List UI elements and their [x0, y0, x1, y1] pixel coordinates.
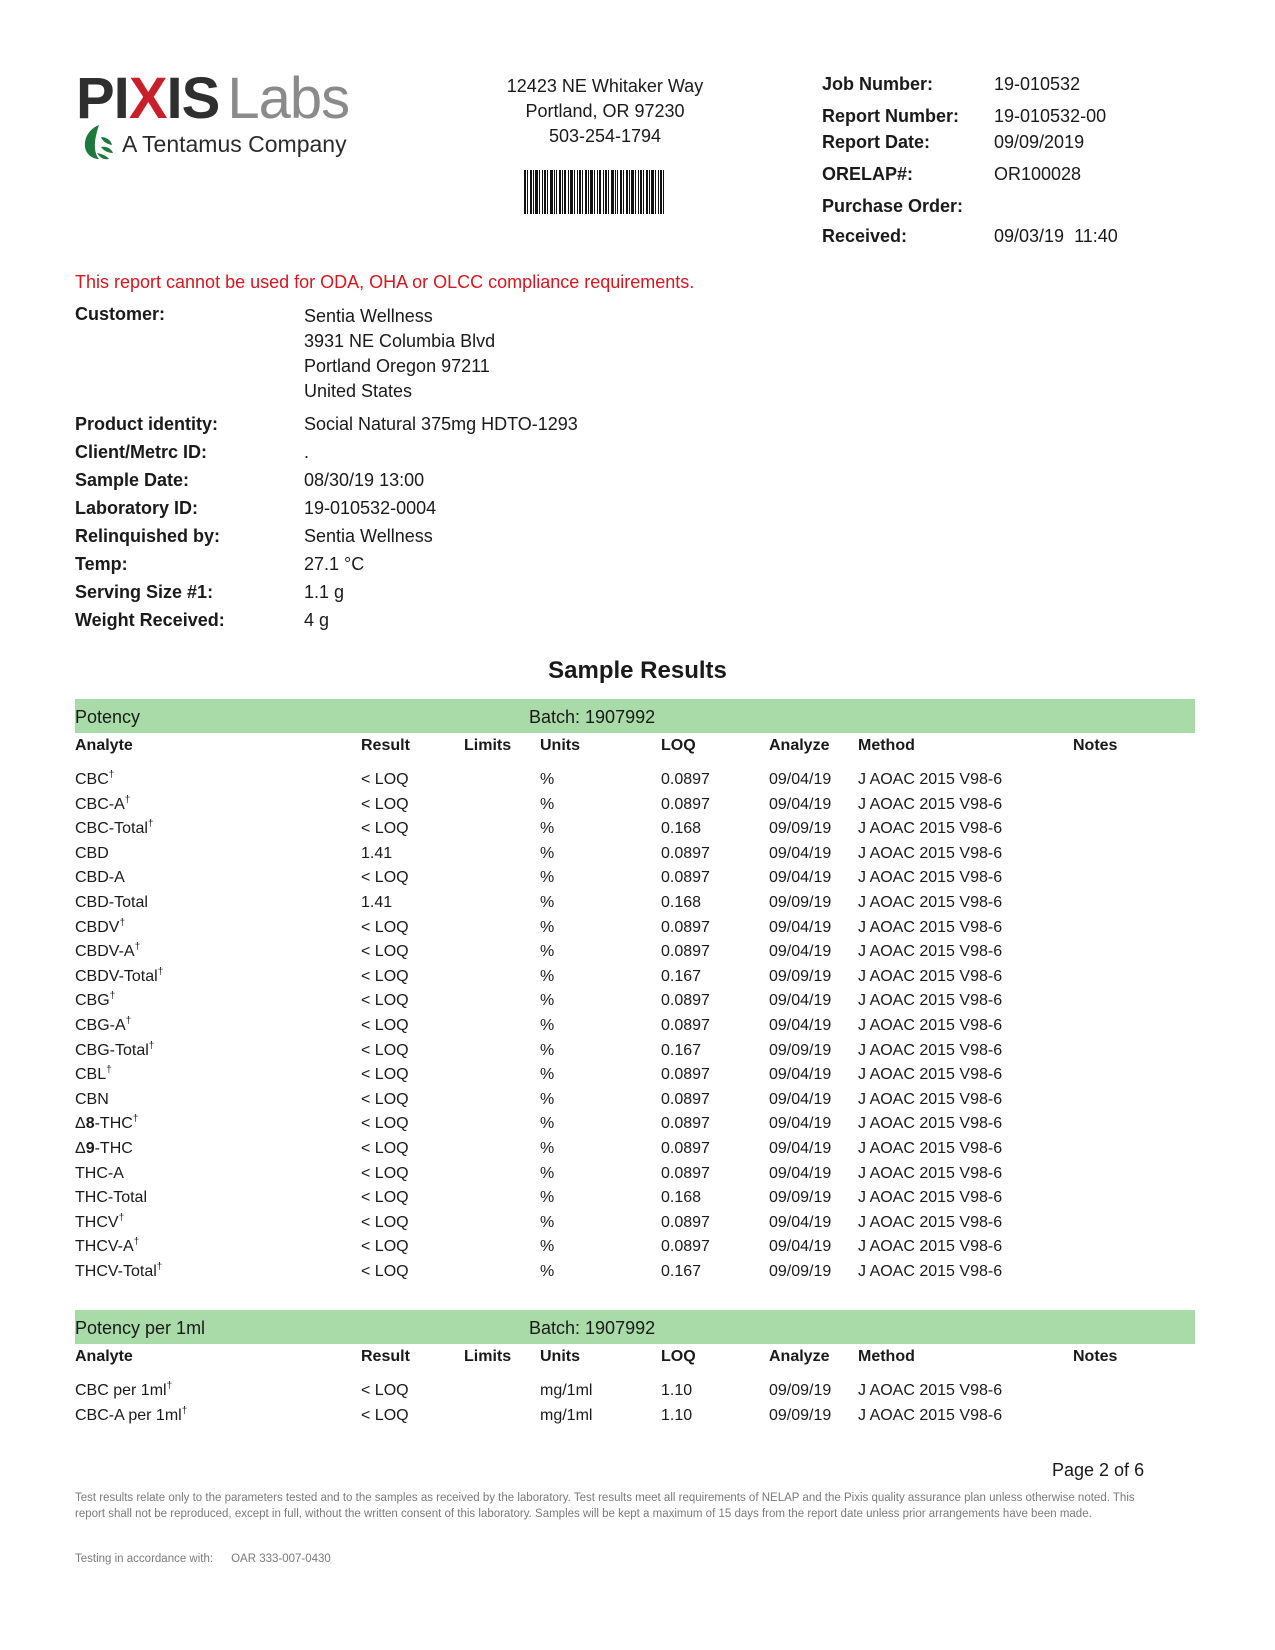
accordance-code: OAR 333-007-0430: [231, 1553, 331, 1565]
serving-size-label: Serving Size #1:: [75, 582, 214, 602]
cell-units: %: [540, 1041, 555, 1059]
table-batch: Batch: 1907992: [529, 1318, 656, 1338]
disclaimer: Test results relate only to the parameters tested and to the samples as received by the laboratory. Test results meet all requirements of NELAP and the Pixis quality assurance plan unless otherwise noted. This report shall not be reproduced, except in full, without the written consent of this laboratory. Samples will be kept a maximum of 15 days from the report date unless prior arrangements have been made.: [75, 1492, 1135, 1520]
tentamus-leaf-icon: [82, 123, 116, 166]
col-header-units: Units: [540, 1348, 580, 1365]
cell-loq: 0.0897: [661, 771, 710, 788]
lab-address: [470, 74, 740, 149]
cell-analyte: Δ8-THC†: [75, 1114, 139, 1133]
section-title: Sample Results: [548, 657, 727, 684]
table-row: [0, 771, 1275, 796]
logo-wordmark: PIXIS Labs: [76, 66, 350, 131]
cell-method: J AOAC 2015 V98-6: [858, 1140, 1003, 1157]
cell-result: < LOQ: [361, 1140, 409, 1157]
cell-analyze: 09/04/19: [769, 1090, 832, 1108]
col-header-analyze: Analyze: [769, 737, 830, 754]
customer-street: 3931 NE Columbia Blvd: [304, 331, 496, 351]
report-number-label: Report Number:: [822, 106, 960, 126]
cell-units: %: [540, 943, 555, 961]
received-value: 09/03/19 11:40: [994, 226, 1118, 246]
col-header-analyte: Analyte: [75, 737, 133, 754]
cell-method: J AOAC 2015 V98-6: [858, 918, 1003, 936]
client-metrc-id-label: Client/Metrc ID:: [75, 442, 208, 462]
cell-analyze: 09/04/19: [769, 795, 832, 813]
cell-units: %: [540, 1238, 555, 1256]
testing-accordance: [75, 1553, 331, 1565]
cell-method: J AOAC 2015 V98-6: [858, 1066, 1003, 1084]
customer-block: [75, 304, 775, 404]
cell-loq: 1.10: [661, 1382, 693, 1399]
cell-analyze: 09/04/19: [769, 771, 832, 788]
serving-size-value: 1.1 g: [304, 582, 345, 602]
cell-method: J AOAC 2015 V98-6: [858, 844, 1003, 862]
cell-units: %: [540, 992, 555, 1010]
cell-analyze: 09/09/19: [769, 1041, 832, 1059]
cell-analyte: THCV†: [75, 1212, 125, 1231]
cell-loq: 0.167: [661, 967, 702, 985]
cell-analyte: CBD: [75, 844, 109, 862]
relinquished-by-label: Relinquished by:: [75, 526, 221, 546]
cell-analyte: CBD-A: [75, 869, 125, 887]
table-row: [0, 943, 1275, 968]
relinquished-by-value: Sentia Wellness: [304, 526, 433, 546]
cell-method: J AOAC 2015 V98-6: [858, 771, 1003, 788]
cell-method: J AOAC 2015 V98-6: [858, 1164, 1003, 1182]
cell-loq: 0.0897: [661, 1017, 710, 1034]
col-header-method: Method: [858, 737, 915, 754]
table-row: [0, 1214, 1275, 1239]
table-row: [0, 1407, 1275, 1432]
cell-method: J AOAC 2015 V98-6: [858, 869, 1003, 887]
customer-city: Portland Oregon 97211: [304, 356, 490, 376]
lab-address-line2: Portland, OR 97230: [525, 101, 685, 121]
cell-analyte: CBG-A†: [75, 1015, 132, 1034]
col-header-notes: Notes: [1073, 737, 1118, 754]
cell-method: J AOAC 2015 V98-6: [858, 1115, 1003, 1133]
table-row: [0, 992, 1275, 1017]
table-row: [0, 869, 1275, 894]
cell-result: < LOQ: [361, 1213, 409, 1231]
cell-method: J AOAC 2015 V98-6: [858, 894, 1003, 911]
dagger-footnote-mark: †: [156, 1261, 163, 1273]
dagger-footnote-mark: †: [132, 1114, 139, 1126]
dagger-footnote-mark: †: [108, 769, 115, 781]
col-header-notes: Notes: [1073, 1348, 1118, 1365]
cell-analyte: Δ9-THC: [75, 1140, 133, 1157]
table-batch: Batch: 1907992: [529, 707, 656, 727]
dagger-footnote-mark: †: [124, 794, 131, 806]
table-name: Potency per 1ml: [75, 1318, 206, 1338]
cell-analyte: THCV-A†: [75, 1237, 140, 1256]
cell-units: %: [540, 795, 555, 813]
cell-units: %: [540, 1263, 555, 1280]
table-row: [0, 820, 1275, 845]
cell-units: %: [540, 1017, 555, 1034]
customer-name: Sentia Wellness: [304, 306, 433, 326]
cell-analyze: 09/09/19: [769, 1406, 832, 1424]
col-header-limits: Limits: [464, 1348, 512, 1365]
logo-tagline: A Tentamus Company: [122, 131, 347, 157]
cell-loq: 0.0897: [661, 1140, 710, 1157]
cell-analyte: CBDV-Total†: [75, 966, 164, 985]
cell-analyze: 09/04/19: [769, 918, 832, 936]
col-header-units: Units: [540, 737, 580, 754]
dagger-footnote-mark: †: [125, 1015, 132, 1027]
table-row: [0, 1263, 1275, 1288]
cell-result: < LOQ: [361, 992, 409, 1010]
cell-result: < LOQ: [361, 795, 409, 813]
cell-units: %: [540, 1164, 555, 1182]
dagger-footnote-mark: †: [119, 917, 126, 929]
cell-units: %: [540, 1090, 555, 1108]
cell-method: J AOAC 2015 V98-6: [858, 1189, 1003, 1207]
cell-loq: 0.0897: [661, 844, 710, 862]
cell-analyze: 09/04/19: [769, 943, 832, 961]
cell-analyze: 09/09/19: [769, 1263, 832, 1280]
col-header-limits: Limits: [464, 737, 512, 754]
cell-loq: 0.0897: [661, 918, 710, 936]
cell-units: %: [540, 1189, 555, 1207]
cell-analyze: 09/09/19: [769, 1382, 832, 1399]
cell-result: < LOQ: [361, 1066, 409, 1084]
cell-analyte: CBG-Total†: [75, 1040, 155, 1059]
dagger-footnote-mark: †: [157, 966, 164, 978]
cell-result: < LOQ: [361, 1115, 409, 1133]
cell-result: < LOQ: [361, 918, 409, 936]
cell-loq: 0.0897: [661, 1164, 710, 1182]
dagger-footnote-mark: †: [106, 1064, 112, 1076]
cell-analyte: THC-A: [75, 1164, 124, 1182]
page-number: Page 2 of 6: [1052, 1460, 1145, 1480]
cell-method: J AOAC 2015 V98-6: [858, 1090, 1003, 1108]
cell-analyte: CBC per 1ml†: [75, 1380, 173, 1399]
col-header-result: Result: [361, 737, 410, 754]
cell-analyte: THC-Total: [75, 1189, 148, 1207]
col-header-analyze: Analyze: [769, 1348, 830, 1365]
cell-units: %: [540, 1213, 555, 1231]
cell-loq: 0.0897: [661, 795, 710, 813]
table-row: [0, 1165, 1275, 1190]
dagger-footnote-mark: †: [166, 1380, 173, 1392]
cell-analyte: CBD-Total: [75, 894, 148, 911]
cell-loq: 0.0897: [661, 1066, 710, 1084]
cell-result: < LOQ: [361, 1164, 409, 1182]
table-row: [0, 1017, 1275, 1042]
orelap-label: ORELAP#:: [822, 164, 914, 184]
cell-units: %: [540, 820, 555, 838]
table-row: [0, 1189, 1275, 1214]
cell-loq: 0.0897: [661, 1090, 710, 1108]
cell-units: %: [540, 918, 555, 936]
potency-per-1ml-table-header: [0, 1348, 1275, 1373]
cell-loq: 0.0897: [661, 992, 710, 1010]
cell-result: < LOQ: [361, 1406, 409, 1424]
customer-country: United States: [304, 381, 413, 401]
compliance-warning: This report cannot be used for ODA, OHA or OLCC compliance requirements.: [75, 272, 695, 292]
cell-method: J AOAC 2015 V98-6: [858, 1041, 1003, 1059]
col-header-result: Result: [361, 1348, 410, 1365]
sample-date-label: Sample Date:: [75, 470, 190, 490]
cell-method: J AOAC 2015 V98-6: [858, 1406, 1003, 1424]
col-header-loq: LOQ: [661, 1348, 696, 1365]
col-header-analyte: Analyte: [75, 1348, 133, 1365]
cell-result: < LOQ: [361, 1090, 409, 1108]
cell-loq: 1.10: [661, 1406, 693, 1424]
cell-analyze: 09/04/19: [769, 1017, 832, 1034]
sample-date-value: 08/30/19 13:00: [304, 470, 425, 490]
cell-analyte: CBC-A†: [75, 794, 131, 813]
cell-analyte: CBL†: [75, 1064, 112, 1084]
cell-analyze: 09/04/19: [769, 992, 832, 1010]
cell-analyte: CBC-A per 1ml†: [75, 1405, 188, 1424]
cell-result: < LOQ: [361, 820, 409, 838]
cell-result: < LOQ: [361, 1041, 409, 1059]
cell-analyze: 09/04/19: [769, 844, 832, 862]
customer-label: Customer:: [75, 304, 166, 324]
cell-result: < LOQ: [361, 869, 409, 887]
cell-analyze: 09/04/19: [769, 1213, 832, 1231]
cell-method: J AOAC 2015 V98-6: [858, 1263, 1003, 1280]
report-date-value: 09/09/2019: [994, 132, 1085, 152]
cell-units: %: [540, 1066, 555, 1084]
table-row: [0, 796, 1275, 821]
report-date-label: Report Date:: [822, 132, 931, 152]
cell-loq: 0.0897: [661, 869, 710, 887]
table-row: [0, 1066, 1275, 1091]
cell-analyte: CBDV-A†: [75, 941, 141, 961]
table-row: [0, 845, 1275, 870]
temp-label: Temp:: [75, 554, 128, 574]
cell-loq: 0.168: [661, 1189, 702, 1207]
cell-units: mg/1ml: [540, 1406, 593, 1424]
cell-loq: 0.0897: [661, 1115, 710, 1133]
received-label: Received:: [822, 226, 908, 246]
cell-method: J AOAC 2015 V98-6: [858, 967, 1003, 985]
cell-analyze: 09/09/19: [769, 967, 832, 985]
dagger-footnote-mark: †: [118, 1212, 125, 1224]
cell-result: < LOQ: [361, 1238, 409, 1256]
cell-result: < LOQ: [361, 967, 409, 985]
cell-result: < LOQ: [361, 771, 409, 788]
cell-result: < LOQ: [361, 1382, 409, 1399]
cell-loq: 0.167: [661, 1041, 702, 1059]
cell-loq: 0.0897: [661, 943, 710, 961]
cell-method: J AOAC 2015 V98-6: [858, 795, 1003, 813]
product-identity-value: Social Natural 375mg HDTO-1293: [304, 414, 578, 434]
cell-method: J AOAC 2015 V98-6: [858, 1017, 1003, 1034]
laboratory-id-label: Laboratory ID:: [75, 498, 199, 518]
cell-result: < LOQ: [361, 943, 409, 961]
cell-method: J AOAC 2015 V98-6: [858, 1213, 1003, 1231]
table-row: [0, 968, 1275, 993]
pixis-labs-logo: [76, 66, 376, 166]
dagger-footnote-mark: †: [148, 1040, 155, 1052]
cell-loq: 0.0897: [661, 1238, 710, 1256]
col-header-loq: LOQ: [661, 737, 696, 754]
dagger-footnote-mark: †: [147, 818, 154, 830]
potency-per-1ml-table-band: [75, 1310, 1195, 1344]
lab-phone: 503-254-1794: [548, 126, 662, 146]
cell-loq: 0.0897: [661, 1213, 710, 1231]
customer-address: [304, 304, 495, 404]
cell-units: %: [540, 967, 555, 985]
cell-analyze: 09/04/19: [769, 1140, 832, 1157]
purchase-order-label: Purchase Order:: [822, 196, 964, 216]
cell-analyze: 09/09/19: [769, 894, 832, 911]
cell-result: < LOQ: [361, 1017, 409, 1034]
lab-address-line1: 12423 NE Whitaker Way: [506, 76, 704, 96]
cell-analyze: 09/04/19: [769, 1115, 832, 1133]
cell-analyze: 09/09/19: [769, 820, 832, 838]
weight-received-label: Weight Received:: [75, 610, 225, 630]
cell-units: %: [540, 869, 555, 887]
client-metrc-id-value: .: [304, 442, 310, 462]
cell-loq: 0.167: [661, 1263, 702, 1280]
table-name: Potency: [75, 707, 141, 727]
table-row: [0, 1115, 1275, 1140]
logo-tagline-row: [82, 123, 347, 166]
dagger-footnote-mark: †: [181, 1405, 188, 1417]
barcode-icon: [524, 170, 664, 214]
cell-result: < LOQ: [361, 1263, 409, 1280]
dagger-footnote-mark: †: [133, 1237, 140, 1249]
table-row: [0, 1238, 1275, 1263]
cell-result: 1.41: [361, 894, 393, 911]
table-row: [0, 894, 1275, 919]
cell-units: %: [540, 844, 555, 862]
cell-units: %: [540, 1115, 555, 1133]
table-row: [0, 1042, 1275, 1067]
cell-units: %: [540, 1140, 555, 1157]
cell-analyze: 09/09/19: [769, 1189, 832, 1207]
cell-method: J AOAC 2015 V98-6: [858, 1382, 1003, 1399]
cell-method: J AOAC 2015 V98-6: [858, 992, 1003, 1010]
table-row: [0, 1382, 1275, 1407]
cell-analyte: CBG†: [75, 991, 116, 1010]
dagger-footnote-mark: †: [134, 941, 141, 953]
orelap-value: OR100028: [994, 164, 1082, 184]
cell-result: 1.41: [361, 844, 393, 862]
job-number-value: 19-010532: [994, 74, 1081, 94]
cell-units: %: [540, 771, 555, 788]
dagger-footnote-mark: †: [109, 991, 116, 1003]
cell-analyze: 09/04/19: [769, 1164, 832, 1182]
cell-method: J AOAC 2015 V98-6: [858, 1238, 1003, 1256]
laboratory-id-value: 19-010532-0004: [304, 498, 437, 518]
cell-analyze: 09/04/19: [769, 1066, 832, 1084]
temp-value: 27.1 °C: [304, 554, 365, 574]
cell-analyte: THCV-Total†: [75, 1261, 163, 1280]
col-header-method: Method: [858, 1348, 915, 1365]
cell-units: %: [540, 894, 555, 911]
cell-analyze: 09/04/19: [769, 1238, 832, 1256]
cell-units: mg/1ml: [540, 1382, 593, 1399]
cell-loq: 0.168: [661, 894, 702, 911]
table-row: [0, 919, 1275, 944]
product-identity-label: Product identity:: [75, 414, 218, 434]
cell-analyte: CBN: [75, 1090, 109, 1108]
job-number-label: Job Number:: [822, 74, 934, 94]
accordance-label: Testing in accordance with:: [75, 1553, 214, 1565]
table-row: [0, 1091, 1275, 1116]
cell-analyte: CBDV†: [75, 917, 126, 936]
cell-result: < LOQ: [361, 1189, 409, 1207]
cell-loq: 0.168: [661, 820, 702, 838]
cell-analyze: 09/04/19: [769, 869, 832, 887]
potency-table-header: [0, 737, 1275, 762]
cell-method: J AOAC 2015 V98-6: [858, 820, 1003, 838]
cell-method: J AOAC 2015 V98-6: [858, 943, 1003, 961]
cell-analyte: CBC-Total†: [75, 818, 154, 838]
potency-table-band: [75, 699, 1195, 733]
cell-analyte: CBC†: [75, 769, 115, 788]
report-number-value: 19-010532-00: [994, 106, 1107, 126]
table-row: [0, 1140, 1275, 1165]
weight-received-value: 4 g: [304, 610, 330, 630]
